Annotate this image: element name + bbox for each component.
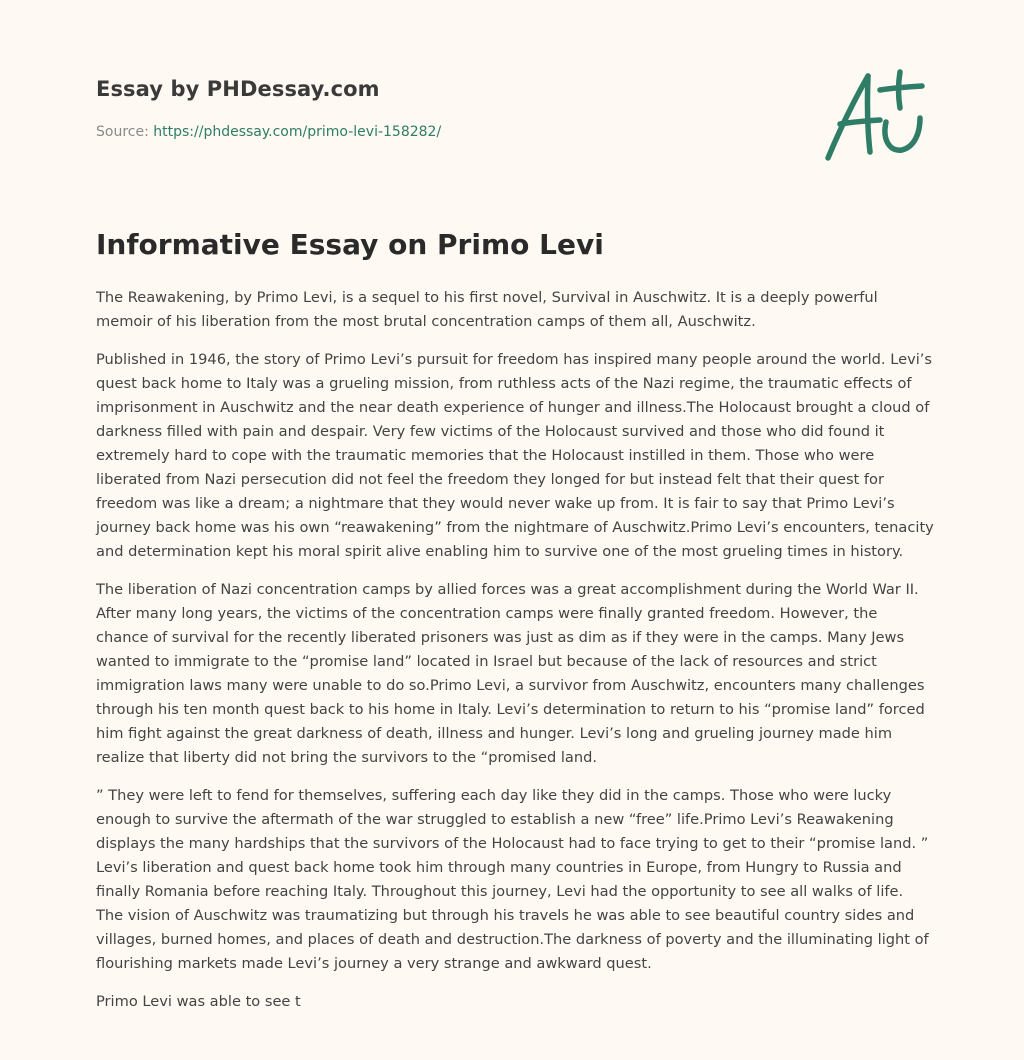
source-line (96, 124, 441, 140)
source-label: Source: (96, 124, 154, 140)
essay-paragraph: Published in 1946, the story of Primo Levi’s pursuit for freedom has inspired many people around the world. Levi’s quest back home to Italy was a grueling mission, from ruthless acts of the Nazi regime, the traumatic effects of imprisonment in Auschwitz and the near death experience of hunger and illness.The Holocaust brought a cloud of darkness filled with pain and despair. Very few victims of the Holocaust survived and those who did found it extremely hard to cope with the traumatic memories that the Holocaust instilled in them. Those who were liberated from Nazi persecution did not feel the freedom they longed for but instead felt that their quest for freedom was like a dream; a nightmare that they would never wake up from. It is fair to say that Primo Levi’s journey back home was his own “reawakening” from the nightmare of Auschwitz.Primo Levi’s encounters, tenacity and determination kept his moral spirit alive enabling him to survive one of the most grueling times in history. (96, 351, 934, 560)
essay-paragraph: ” They were left to fend for themselves, suffering each day like they did in the camps. Those who were lucky enough to survive the aftermath of the war struggled to establish a new “free” life.Primo Levi’s Reawakening displays the many hardships that the survivors of the Holocaust had to face trying to get to their “promise land. ” Levi’s liberation and quest back home took him through many countries in Europe, from Hungry to Russia and finally Romania before reaching Italy. Throughout this journey, Levi had the opportunity to see all walks of life. The vision of Auschwitz was traumatizing but through his travels he was able to see beautiful country sides and villages, burned homes, and places of death and destruction.The darkness of poverty and the illuminating light of flourishing markets made Levi’s journey a very strange and awkward quest. (96, 787, 929, 972)
a-plus-logo-icon (820, 66, 930, 166)
essay-paragraph: The Reawakening, by Primo Levi, is a sequel to his first novel, Survival in Auschwitz. It is a deeply powerful memoir of his liberation from the most brutal concentration camps of them all, Auschwitz. (96, 289, 878, 330)
essay-paragraph: The liberation of Nazi concentration camps by allied forces was a great accomplishment during the World War II. After many long years, the victims of the concentration camps were finally granted freedom. However, the chance of survival for the recently liberated prisoners was just as dim as if they were in the camps. Many Jews wanted to immigrate to the “promise land” located in Israel but because of the lack of resources and strict immigration laws many were unable to do so.Primo Levi, a survivor from Auschwitz, encounters many challenges through his ten month quest back to his home in Italy. Levi’s determination to return to his “promise land” forced him fight against the great darkness of death, illness and hunger. Levi’s long and grueling journey made him realize that liberty did not bring the survivors to the “promised land. (96, 581, 925, 766)
essay-paragraph: Primo Levi was able to see t (96, 993, 301, 1010)
essay-body (96, 286, 934, 1028)
essay-title: Informative Essay on Primo Levi (96, 228, 604, 261)
source-link[interactable]: https://phdessay.com/primo-levi-158282/ (153, 124, 442, 140)
site-title: Essay by PHDessay.com (96, 77, 380, 101)
